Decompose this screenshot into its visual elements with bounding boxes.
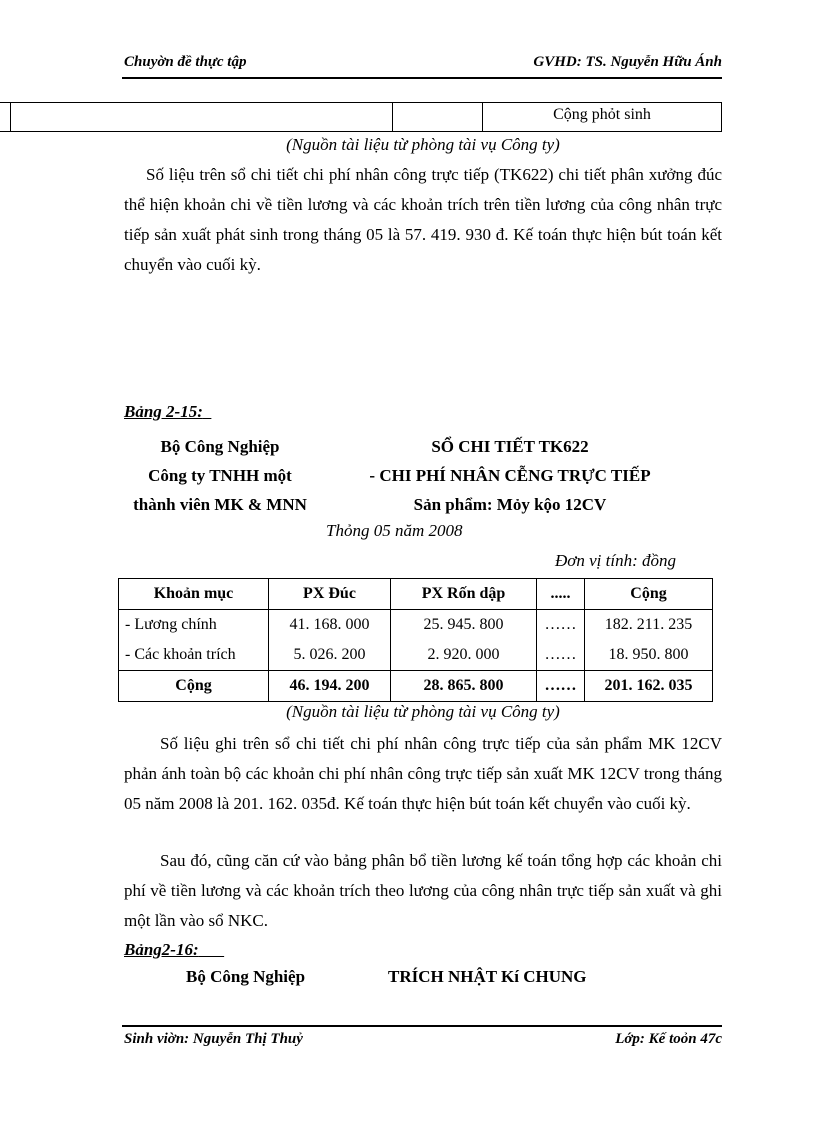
top-table-last-cell: Cộng phỏt sinh [553, 106, 651, 123]
title-line-2: - CHI PHÍ NHÂN CỄNG TRỰC TIẾP [369, 466, 651, 485]
header-right: GVHD: TS. Nguyễn Hữu Ánh [533, 54, 722, 70]
cell: 41. 168. 000 [269, 610, 391, 641]
org-block [120, 432, 320, 519]
cell: …… [537, 640, 585, 671]
org-line-2: Công ty TNHH một [148, 466, 292, 485]
table-total-row [119, 671, 713, 702]
col-header: Khoản mục [119, 579, 269, 610]
header-left: Chuyờn đề thực tập [124, 54, 247, 70]
cell: - Các khoản trích [119, 640, 269, 671]
total-cell: Cộng [119, 671, 269, 702]
source-note-1: (Nguồn tài liệu từ phòng tài vụ Công ty) [286, 135, 560, 154]
table-header-row [119, 579, 713, 610]
unit-label: Đơn vị tính: đồng [555, 551, 676, 570]
top-table-fragment [0, 102, 722, 132]
total-cell: 201. 162. 035 [585, 671, 713, 702]
footer-rule [122, 1025, 722, 1027]
title-block [340, 432, 680, 519]
cell: 5. 026. 200 [269, 640, 391, 671]
footer-right: Lớp: Kế toỏn 47c [615, 1031, 722, 1047]
col-header: Cộng [585, 579, 713, 610]
period: Thỏng 05 năm 2008 [326, 521, 463, 540]
header-rule [122, 77, 722, 79]
total-cell: 46. 194. 200 [269, 671, 391, 702]
table-2-16-org: Bộ Công Nghiệp [186, 967, 306, 986]
col-header: PX Đúc [269, 579, 391, 610]
total-cell: 28. 865. 800 [391, 671, 537, 702]
table-row [119, 640, 713, 671]
org-line-1: Bộ Công Nghiệp [160, 437, 280, 456]
title-line-3: Sản phẩm: Mỏy kộo 12CV [413, 495, 607, 514]
paragraph-2: Số liệu ghi trên sổ chi tiết chi phí nhân công trực tiếp của sản phẩm MK 12CV phản ánh toàn bộ các khoản chi phí nhân công trực tiếp sản xuất MK 12CV trong tháng 05 năm 2008 là 201. 162. 035đ. Kế toán thực hiện bút toán kết chuyển vào cuối kỳ. [124, 734, 722, 813]
footer-left: Sinh viờn: Nguyễn Thị Thuỷ [124, 1031, 303, 1047]
table-row [119, 610, 713, 641]
cell: 182. 211. 235 [585, 610, 713, 641]
cell: …… [537, 610, 585, 641]
col-header: PX Rốn dập [391, 579, 537, 610]
paragraph-1: Số liệu trên sổ chi tiết chi phí nhân công trực tiếp (TK622) chi tiết phân xưởng đúc thể hiện khoản chi về tiền lương và các khoản trích trên tiền lương của công nhân trực tiếp sản xuất phát sinh trong tháng 05 là 57. 419. 930 đ. Kế toán thực hiện bút toán kết chuyển vào cuối kỳ. [124, 165, 722, 274]
total-cell: …… [537, 671, 585, 702]
cell: - Lương chính [119, 610, 269, 641]
cell: 25. 945. 800 [391, 610, 537, 641]
cell: 18. 950. 800 [585, 640, 713, 671]
source-note-2: (Nguồn tài liệu từ phòng tài vụ Công ty) [286, 702, 560, 721]
table-2-15-label: Bảng 2-15: [124, 402, 203, 421]
table-2-16-label: Bảng2-16: [124, 940, 199, 959]
paragraph-3: Sau đó, cũng căn cứ vào bảng phân bổ tiền lương kế toán tổng hợp các khoản chi phí về tiền lương và các khoản trích theo lương của công nhân trực tiếp sản xuất và ghi một lần vào sổ NKC. [124, 851, 722, 930]
table-2-16-title: TRÍCH NHẬT Kí CHUNG [388, 967, 587, 986]
cell: 2. 920. 000 [391, 640, 537, 671]
cost-detail-table [118, 578, 713, 702]
org-line-3: thành viên MK & MNN [133, 495, 307, 514]
title-line-1: SỔ CHI TIẾT TK622 [431, 437, 589, 456]
col-header: ..... [537, 579, 585, 610]
